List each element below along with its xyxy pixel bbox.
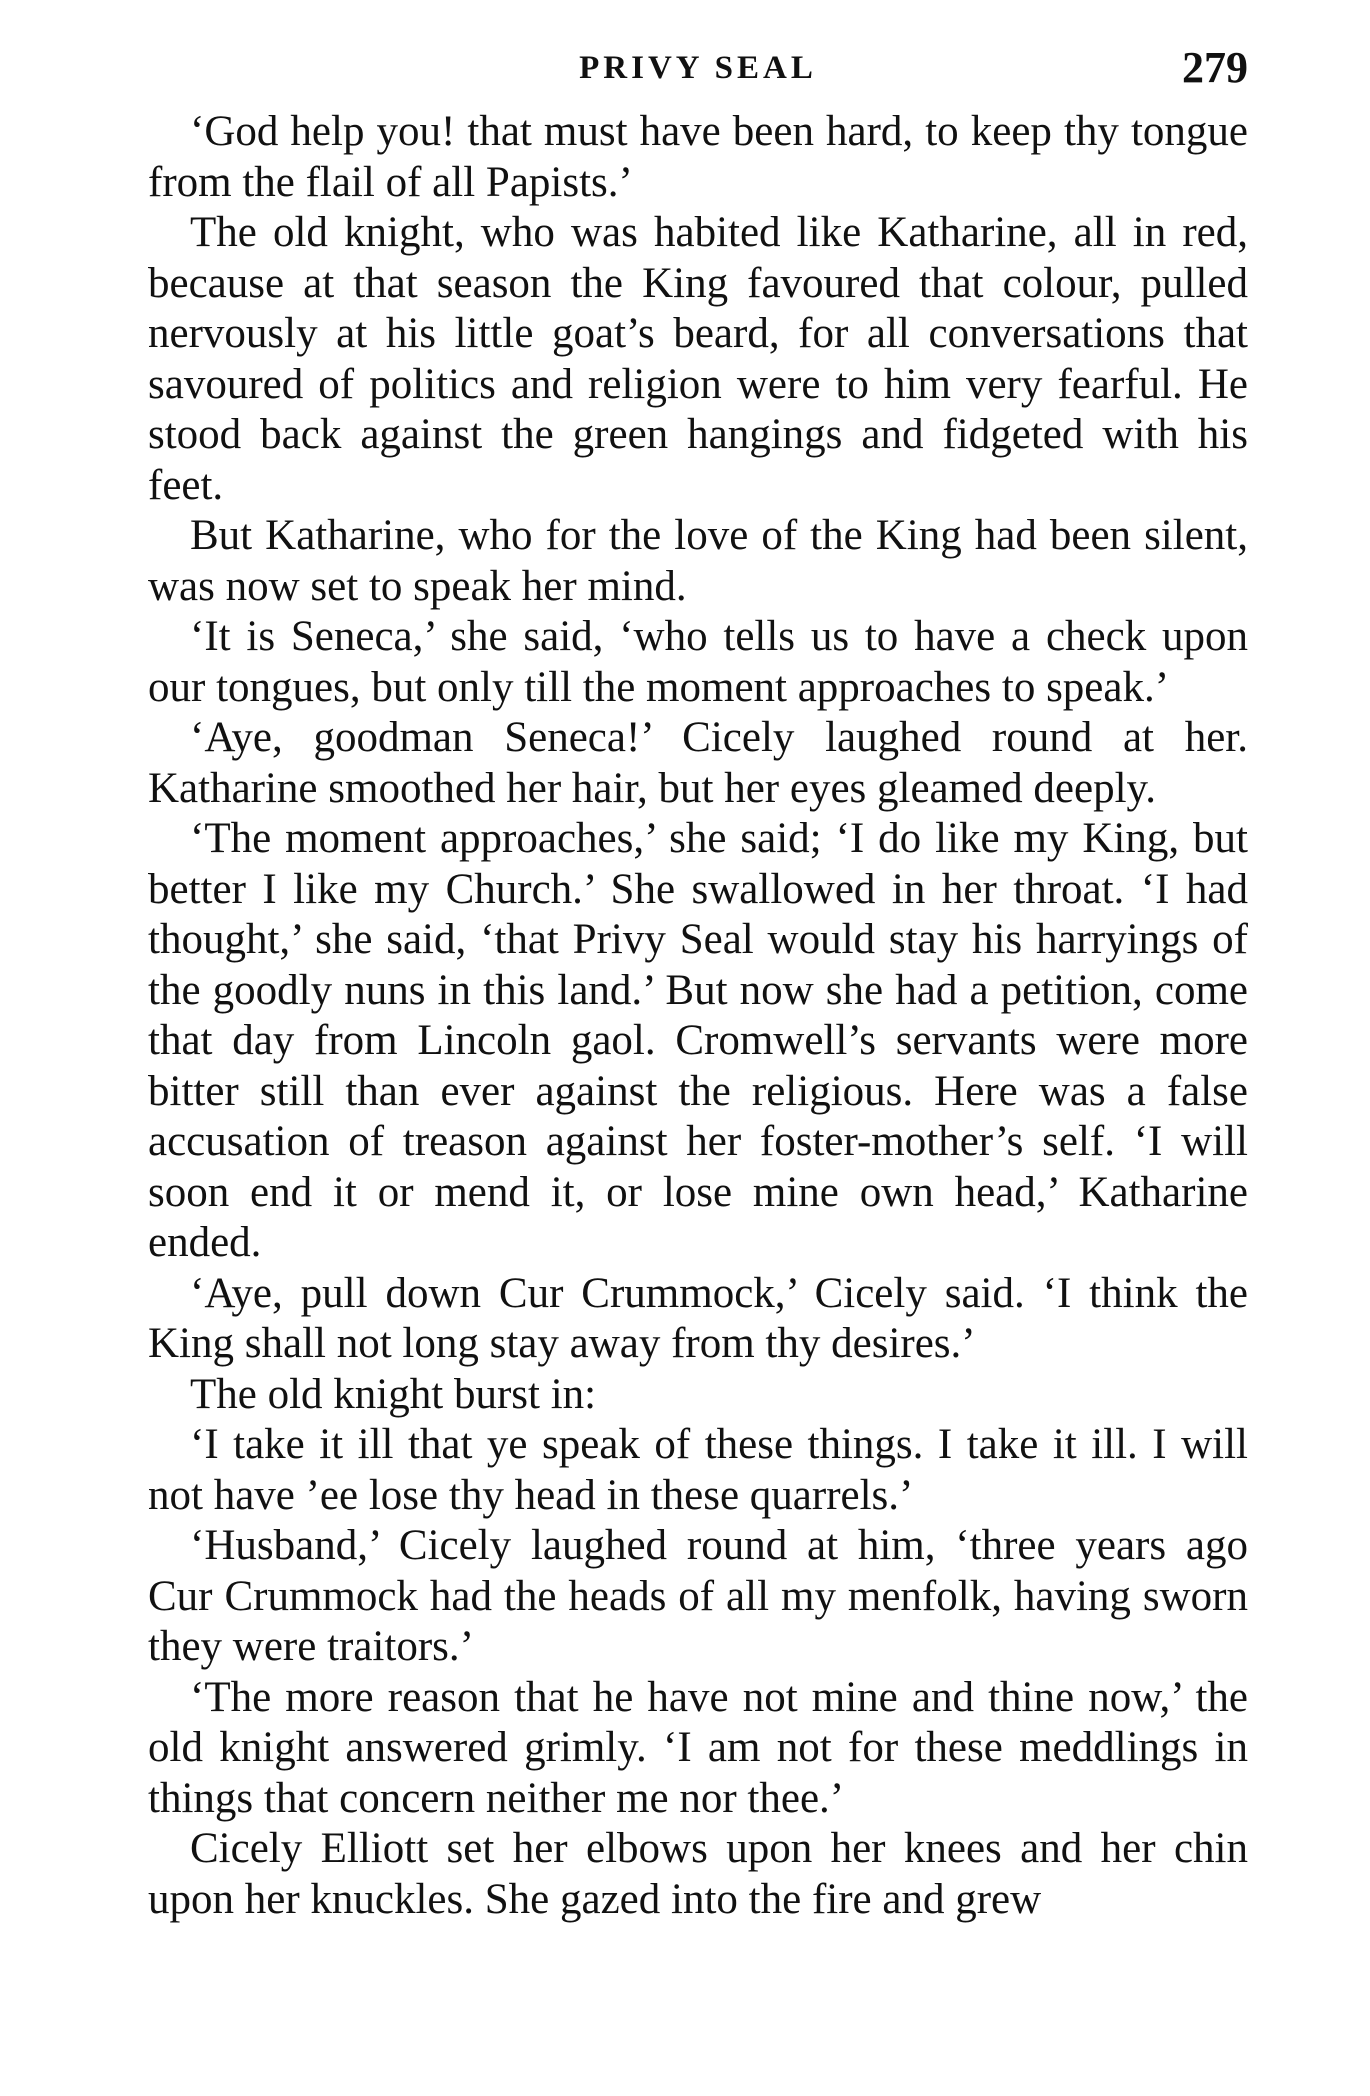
paragraph: ‘Aye, pull down Cur Crummock,’ Cicely said. ‘I think the King shall not long stay away from thy desires.’	[148, 1269, 1248, 1367]
paragraph: ‘God help you! that must have been hard, to keep thy tongue from the flail of all Papists.’	[148, 108, 1248, 206]
body-text	[148, 107, 1248, 1925]
paragraph: The old knight, who was habited like Katharine, all in red, because at that season the King favoured that colour, pulled nervously at his little goat’s beard, for all conversations that savoured of politics and religion were to him very fearful. He stood back against the green hangings and fidgeted with his feet.	[148, 209, 1248, 509]
page-number: 279	[1182, 43, 1248, 92]
paragraph: ‘Husband,’ Cicely laughed round at him, ‘three years ago Cur Crummock had the heads of all my menfolk, having sworn they were traitors.’	[148, 1522, 1248, 1670]
paragraph: The old knight burst in:	[190, 1370, 597, 1418]
paragraph: Cicely Elliott set her elbows upon her knees and her chin upon her knuckles. She gazed into the fire and grew	[148, 1825, 1248, 1923]
paragraph: ‘The more reason that he have not mine and thine now,’ the old knight answered grimly. ‘I am not for these meddlings in things that concern neither me nor thee.’	[148, 1673, 1248, 1822]
paragraph: ‘Aye, goodman Seneca!’ Cicely laughed round at her. Katharine smoothed her hair, but her eyes gleamed deeply.	[148, 714, 1248, 812]
paragraph: ‘It is Seneca,’ she said, ‘who tells us to have a check upon our tongues, but only till the moment approaches to speak.’	[148, 613, 1248, 711]
running-head-title: PRIVY SEAL	[579, 50, 817, 86]
paragraph: But Katharine, who for the love of the King had been silent, was now set to speak her mind.	[148, 512, 1248, 610]
paragraph: ‘The moment approaches,’ she said; ‘I do like my King, but better I like my Church.’ She swallowed in her throat. ‘I had thought,’ she said, ‘that Privy Seal would stay his harryings of the goodly nuns in this land.’ But now she had a petition, come that day from Lincoln gaol. Cromwell’s servants were more bitter still than ever against the religious. Here was a false accusation of treason against her foster-mother’s self. ‘I will soon end it or mend it, or lose mine own head,’ Katharine ended.	[148, 815, 1248, 1266]
running-head	[148, 38, 1248, 98]
paragraph: ‘I take it ill that ye speak of these things. I take it ill. I will not have ’ee lose thy head in these quarrels.’	[148, 1421, 1248, 1519]
